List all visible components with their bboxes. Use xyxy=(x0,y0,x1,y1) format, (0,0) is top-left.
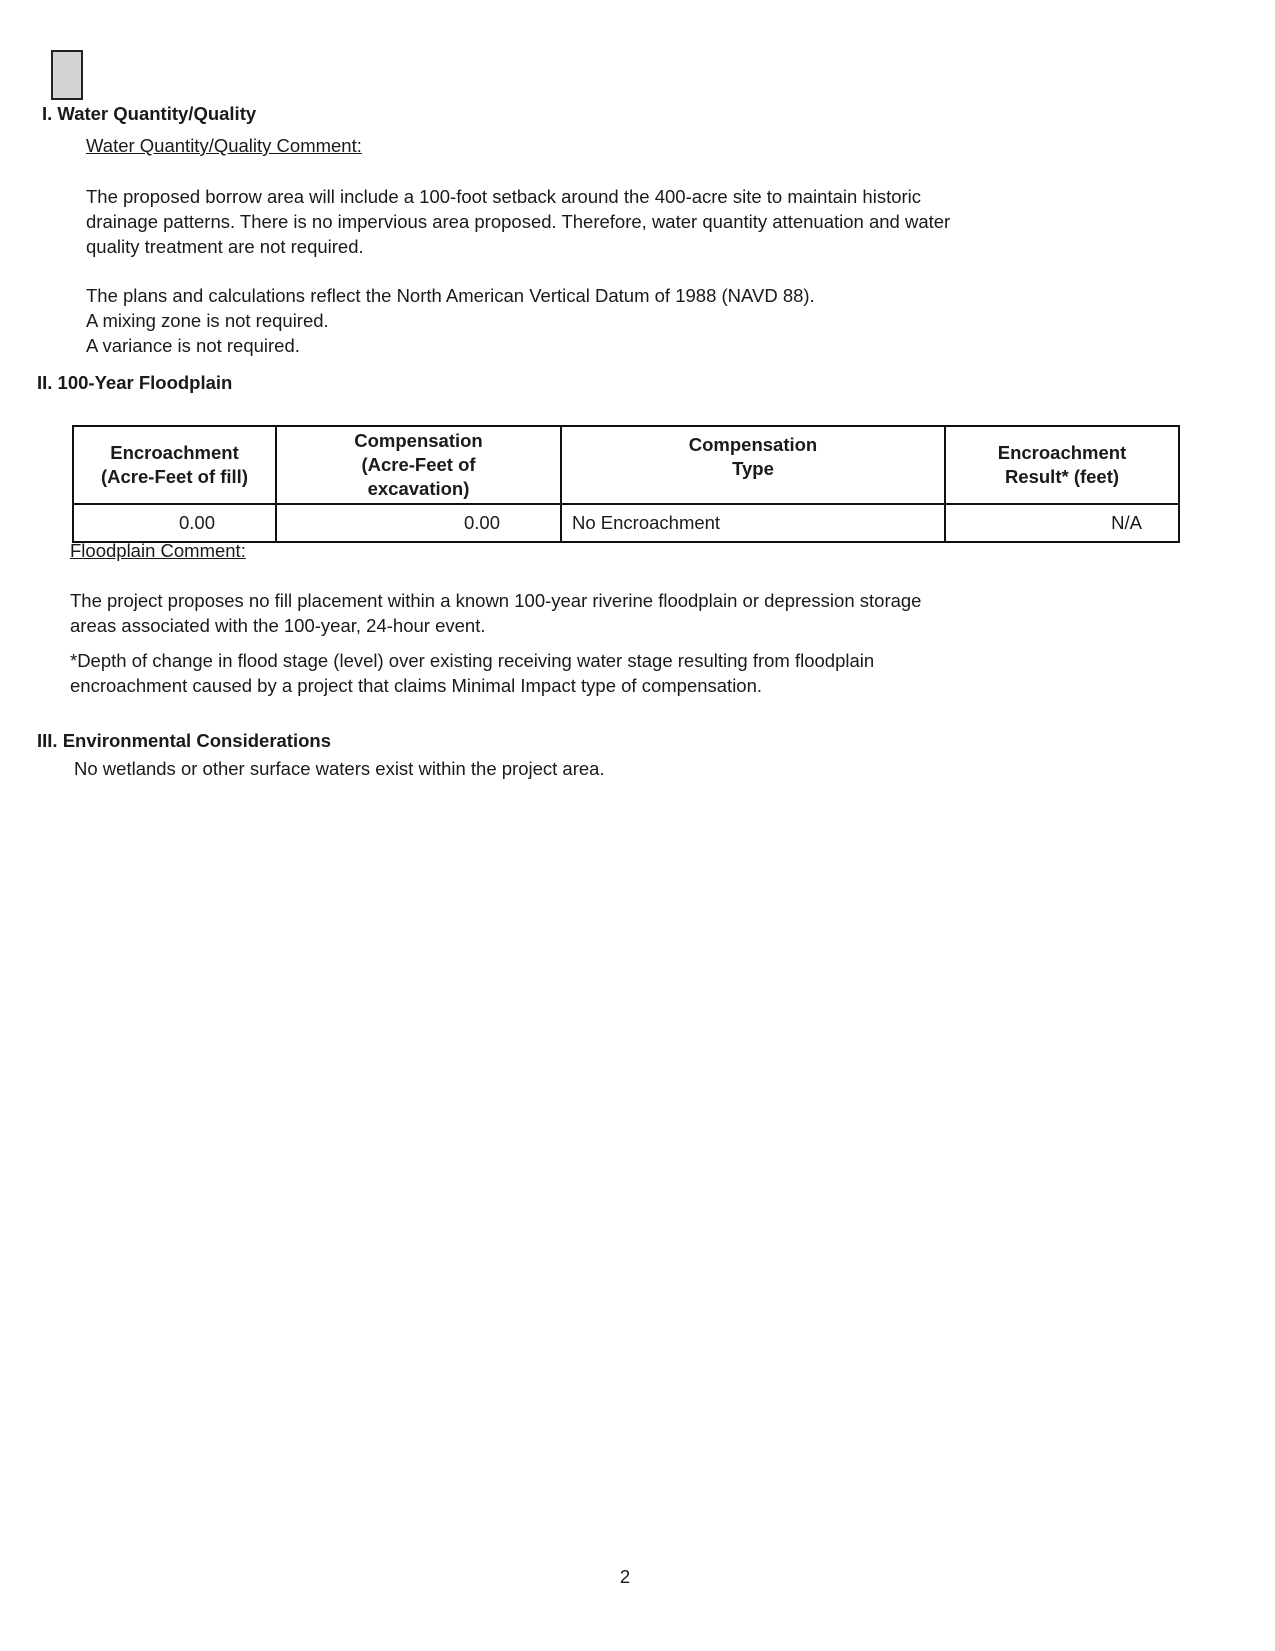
compensation-type-cell: No Encroachment xyxy=(561,504,945,542)
text-line: areas associated with the 100-year, 24-hour event. xyxy=(70,615,486,636)
page-number: 2 xyxy=(619,1566,631,1587)
gray-placeholder-box xyxy=(51,50,83,100)
text-line: A variance is not required. xyxy=(86,335,300,356)
datum-paragraph xyxy=(86,283,815,358)
encroachment-result-cell: N/A xyxy=(945,504,1179,542)
text-line: encroachment caused by a project that claims Minimal Impact type of compensation. xyxy=(70,675,763,696)
text-line: *Depth of change in flood stage (level) over existing receiving water stage resulting from floodplain xyxy=(70,650,875,671)
column-header-compensation-type: Compensation Type xyxy=(561,426,945,504)
column-header-encroachment-result: Encroachment Result* (feet) xyxy=(945,426,1179,504)
floodplain-comment-label: Floodplain Comment: xyxy=(70,540,246,561)
encroachment-value-cell: 0.00 xyxy=(73,504,276,542)
text-line: The plans and calculations reflect the North American Vertical Datum of 1988 (NAVD 88). xyxy=(86,285,815,306)
column-header-encroachment: Encroachment (Acre-Feet of fill) xyxy=(73,426,276,504)
text-line: quality treatment are not required. xyxy=(86,236,364,257)
table-header-row xyxy=(73,426,1179,504)
section-heading-floodplain: II. 100-Year Floodplain xyxy=(37,372,233,393)
floodplain-table xyxy=(72,425,1180,543)
text-line: drainage patterns. There is no impervious area proposed. Therefore, water quantity attenuation and water xyxy=(86,211,951,232)
section-heading-environmental: III. Environmental Considerations xyxy=(37,730,331,751)
text-line: A mixing zone is not required. xyxy=(86,310,329,331)
compensation-value-cell: 0.00 xyxy=(276,504,561,542)
floodplain-paragraph xyxy=(70,588,921,638)
floodplain-footnote xyxy=(70,648,874,698)
text-line: The project proposes no fill placement within a known 100-year riverine floodplain or depression storage xyxy=(70,590,922,611)
environmental-text xyxy=(74,756,605,781)
text-line: No wetlands or other surface waters exist within the project area. xyxy=(74,758,605,779)
text-line: The proposed borrow area will include a 100-foot setback around the 400-acre site to maintain historic xyxy=(86,186,922,207)
water-quality-comment-label: Water Quantity/Quality Comment: xyxy=(86,135,362,156)
table-row xyxy=(73,504,1179,542)
water-quality-paragraph xyxy=(86,184,950,259)
section-heading-water-quantity-quality: I. Water Quantity/Quality xyxy=(42,103,257,124)
column-header-compensation: Compensation (Acre-Feet of excavation) xyxy=(276,426,561,504)
